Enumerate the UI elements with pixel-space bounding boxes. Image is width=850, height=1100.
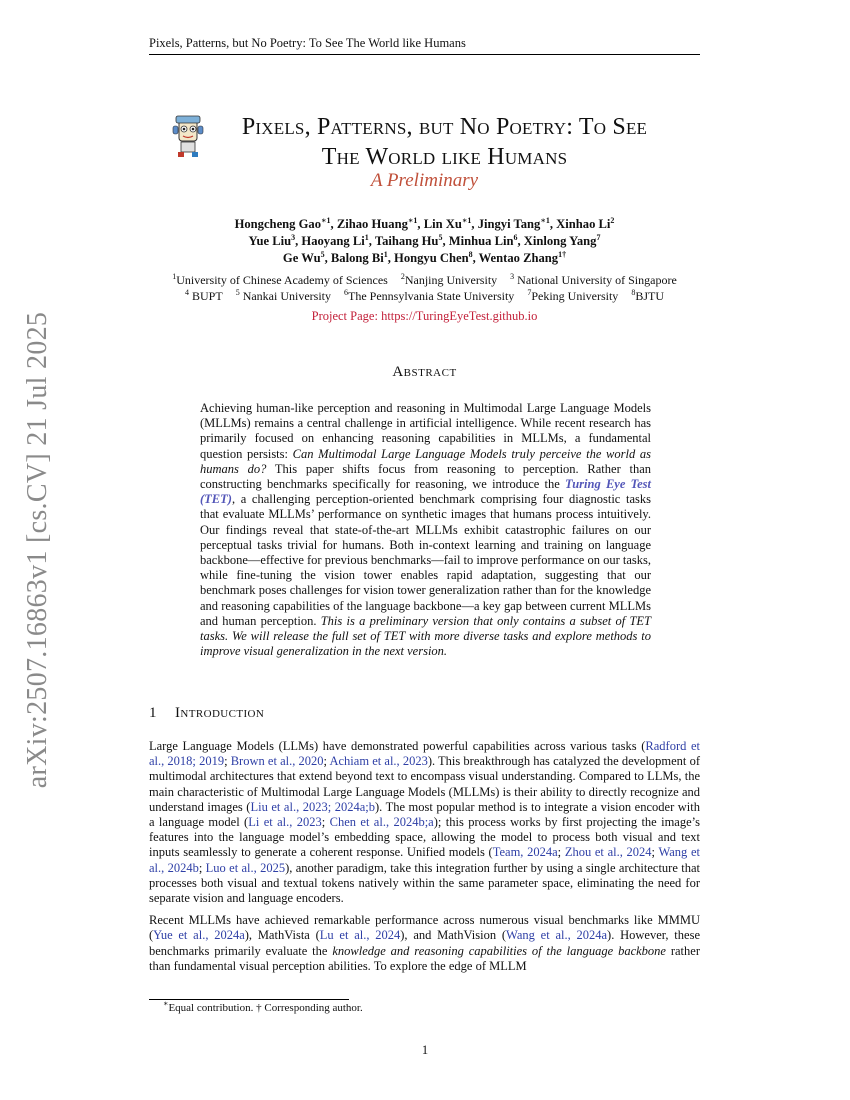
affiliation: $^5$ Nankai University (235, 287, 331, 303)
citation-link[interactable]: Li et al., 2023 (248, 815, 322, 830)
author: Balong Bi$^1$ (330, 250, 388, 265)
author: Zihao Huang$^{∗1}$ (336, 216, 418, 231)
page-number: 1 (421, 1043, 429, 1057)
author: Xinlong Yang$^7$ (523, 233, 601, 248)
paragraph-text: ), MathVista ( (244, 928, 320, 943)
affiliation: $^1$University of Chinese Academy of Sciences (172, 272, 388, 287)
running-head: Pixels, Patterns, but No Poetry: To See The World like Humans (149, 36, 700, 55)
section-title: Introduction (175, 705, 265, 721)
affiliation: $^2$Nanjing University (400, 272, 498, 287)
author: Taihang Hu$^5$ (374, 233, 443, 248)
project-page (149, 309, 700, 324)
author: Minhua Lin$^6$ (448, 233, 518, 248)
abstract-text: Achieving human-like perception and reasoning in Multimodal Large Language Models (MLLMs) remains a central challenge in artificial intelligence. While recent research has primarily focused on enhancing reasoning capabilities in MLLMs, a fundamental question persists: (200, 401, 651, 461)
citation-link[interactable]: Liu et al., 2023; 2024a;b (250, 799, 375, 814)
citation-link[interactable]: Luo et al., 2025 (205, 860, 286, 875)
paragraph-text: ). The most popular method is to integrate a vision encoder with a language model ( (149, 799, 700, 830)
author: Wentao Zhang$^{1\dagger}$ (478, 250, 567, 265)
robot-logo-icon (170, 114, 206, 158)
paragraph-text: ; (323, 754, 330, 769)
paragraph-text: ). This breakthrough has catalyzed the development of multimodal architectures that extend beyond text to encompass visual understanding. Compared to LLMs, the main characteristic of Multimodal Large Language Models (MLLMs) is their ability to directly recognize and understand images ( (149, 754, 700, 814)
author: Hongyu Chen$^8$ (394, 250, 473, 265)
paragraph-text: ; (651, 845, 659, 860)
citation-link[interactable]: Wang et al., 2024a (506, 928, 608, 943)
paragraph-text: Recent MLLMs have achieved remarkable performance across numerous visual benchmarks like MMMU ( (149, 913, 700, 943)
citation-link[interactable]: Zhou et al., 2024 (564, 845, 652, 860)
author: Ge Wu$^5$ (282, 250, 325, 265)
abstract-text: , a challenging perception-oriented benchmark comprising four diagnostic tasks that evaluate MLLMs’ performance on synthetic images that humans process intuitively. Our findings reveal that state-of-the-art MLLMs exhibit catastrophic failures on our perceptual tasks trivial for humans. Both in-context learning and training on language backbone—effective for previous benchmarks—fail to improve performance on our tasks, while fine-tuning the vision tower enables rapid adaptation, suggesting that our benchmark poses challenges for vision tower generalization rather than for the knowledge and reasoning capabilities of the language backbone—a key gap between current MLLMs and human perception. (200, 492, 652, 628)
footnote-rule (149, 999, 349, 1000)
abstract-text: This paper shifts focus from reasoning to perception. Rather than constructing benchmarks specifically for reasoning, we introduce the (200, 461, 651, 492)
tet-link[interactable]: Turing Eye Test (TET) (200, 477, 651, 507)
affiliation: $^8$BJTU (631, 287, 664, 303)
paper-subtitle: A Preliminary (370, 170, 479, 191)
citation-link[interactable]: Brown et al., 2020 (230, 754, 324, 769)
arxiv-stamp-text: arXiv:2507.16863v1 [cs.CV] 21 Jul 2025 (22, 311, 53, 789)
author: Haoyang Li$^1$ (301, 233, 369, 248)
project-page-label: Project Page: (311, 309, 382, 323)
paragraph-text: ; (557, 845, 565, 860)
author: Xinhao Li$^2$ (556, 216, 615, 231)
project-page-link[interactable]: https://TuringEyeTest.github.io (381, 309, 538, 323)
section-heading (149, 705, 264, 722)
paragraph-text: ). However, these benchmarks primarily evaluate the (149, 928, 700, 958)
intro-paragraph-1 (149, 739, 700, 906)
title-line-1: Pixels, Patterns, but No Poetry: To See (241, 114, 648, 140)
paragraph-text: rather than fundamental visual perception abilities. To explore the edge of MLLM (149, 943, 700, 973)
paper-title (149, 112, 700, 172)
section-number: 1 (149, 705, 157, 721)
paragraph-text: knowledge and reasoning capabilities of the language backbone (332, 943, 666, 958)
citation-link[interactable]: Achiam et al., 2023 (329, 754, 428, 769)
author: Hongcheng Gao$^{∗1}$ (234, 216, 331, 231)
citation-link[interactable]: Radford et al., 2018; 2019 (149, 739, 701, 769)
paragraph-text: ); this process works by first projecting the image’s features into the language model’s embedding space, allowing the model to process both visual and text inputs seamlessly to generate a coherent response. Unified models ( (149, 815, 700, 860)
author-list: Hongcheng Gao$^{∗1}$, Zihao Huang$^{∗1}$, Lin $Xu^{∗1}$, Jingyi Tang$^{∗1}$, Xinhao Li$^2$ Yue Liu$^3$, Haoyang Li$^1$, Taihang Hu$^5$, Minhua Lin$^6$, Xinlong Yang$^7$ Ge Wu$^5$, Balong Bi$^1$, Hongyu Chen$^8$, Wentao Zhang$^{1\dagger}$ (234, 216, 615, 265)
introduction-body (149, 739, 700, 981)
abstract-body (200, 401, 651, 659)
citation-link[interactable]: Yue et al., 2024a (153, 928, 245, 943)
title-block (149, 112, 700, 192)
paragraph-text: ; (321, 815, 330, 830)
author: Yue Liu$^3$ (248, 233, 296, 248)
author: Jingyi Tang$^{∗1}$ (477, 216, 550, 231)
abstract-note: This is a preliminary version that only contains a subset of TET tasks. We will release the full set of TET with more diverse tasks and explore methods to improve visual generalization in the next version. (200, 613, 651, 659)
affiliation-list (149, 273, 700, 304)
citation-link[interactable]: Wang et al., 2024b (149, 845, 700, 875)
author: Lin $Xu^{∗1}$ (423, 216, 472, 231)
affiliation: $^3$ National University of Singapore (510, 272, 677, 287)
footnote: ∗Equal contribution. † Corresponding author. (163, 999, 363, 1014)
abstract-heading: Abstract (392, 364, 457, 380)
intro-paragraph-2 (149, 913, 700, 974)
paragraph-text: Large Language Models (LLMs) have demonstrated powerful capabilities across various tasks ( (149, 739, 646, 753)
title-line-2: The World like Humans (321, 144, 568, 170)
citation-link[interactable]: Lu et al., 2024 (319, 928, 401, 943)
abstract-question: Can Multimodal Large Language Models truly perceive the world as humans do? (200, 446, 651, 476)
citation-link[interactable]: Team, 2024a (492, 845, 558, 860)
paragraph-text: ), another paradigm, take this integration further by using a single architecture that processes both visual and textual tokens natively within the same parameter space, eliminating the need for separate vision and language encoders. (149, 860, 700, 906)
affiliation: $^4$ BUPT (185, 287, 223, 303)
paragraph-text: ; (198, 860, 206, 875)
affiliation: $^6$The Pennsylvania State University (344, 287, 515, 303)
citation-link[interactable]: Chen et al., 2024b;a (329, 815, 434, 830)
affiliation: $^7$Peking University (527, 287, 619, 303)
paragraph-text: ), and MathVision ( (400, 928, 507, 943)
paragraph-text: ; (224, 754, 231, 769)
